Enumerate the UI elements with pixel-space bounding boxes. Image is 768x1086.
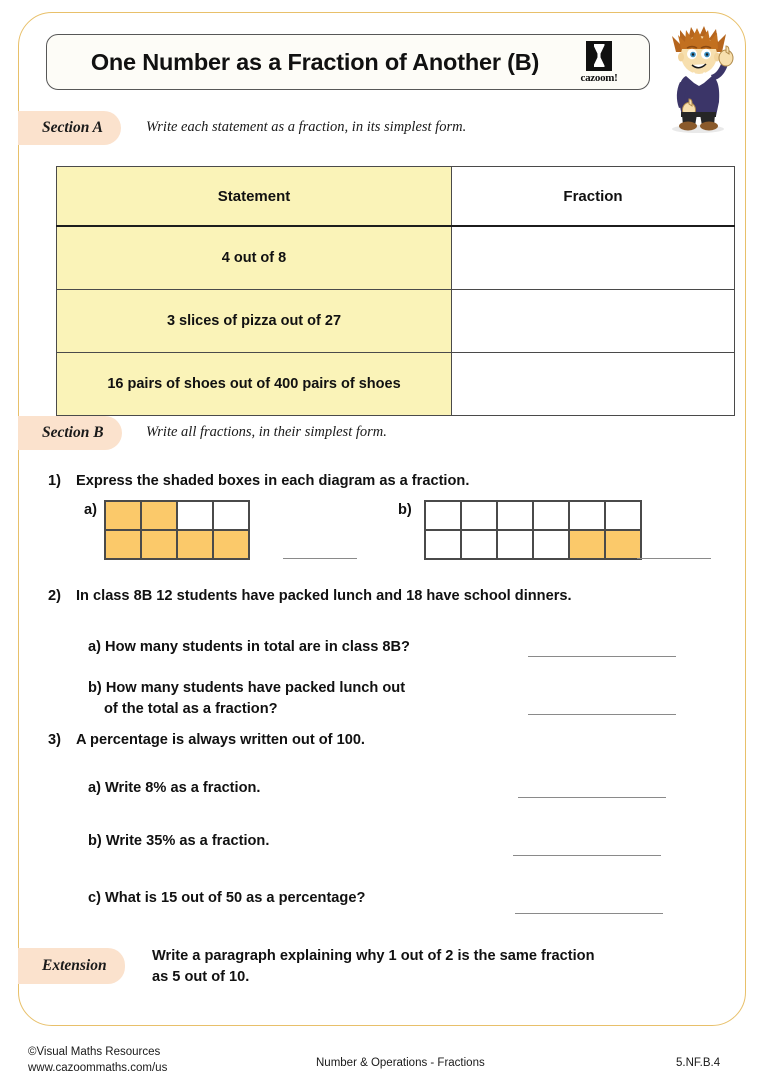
answer-line-2a[interactable]: [528, 656, 676, 657]
statement-cell-3: 16 pairs of shoes out of 400 pairs of shoes: [57, 353, 452, 416]
footer-url[interactable]: www.cazoommaths.com/us: [28, 1062, 168, 1074]
extension-text-line1: Write a paragraph explaining why 1 out of 2 is the same fraction: [152, 948, 595, 964]
footer-standard-code: 5.NF.B.4: [676, 1057, 721, 1069]
question-1b-label: b): [398, 502, 412, 518]
question-2b-text-line2: of the total as a fraction?: [104, 701, 278, 717]
fraction-answer-cell-2[interactable]: [452, 290, 735, 353]
question-3a-text: a) Write 8% as a fraction.: [88, 780, 261, 796]
question-2b-text: b) How many students have packed lunch out: [88, 680, 406, 696]
table-row: [57, 290, 735, 353]
section-b-instruction: Write all fractions, in their simplest form.: [146, 424, 387, 440]
question-3b-text: b) Write 35% as a fraction.: [88, 833, 270, 849]
grid-cell-empty: [497, 530, 533, 559]
question-2a-text: a) How many students in total are in class 8B?: [88, 639, 410, 655]
answer-line-2b[interactable]: [528, 714, 676, 715]
grid-cell-empty: [605, 501, 641, 530]
question-2-text: In class 8B 12 students have packed lunch and 18 have school dinners.: [76, 588, 572, 604]
grid-cell-empty: [533, 530, 569, 559]
question-1-number: 1): [48, 473, 61, 489]
section-b-label-text: Section B: [42, 424, 104, 441]
question-3c-text: c) What is 15 out of 50 as a percentage?: [88, 890, 366, 906]
answer-line-1b[interactable]: [637, 558, 711, 559]
fraction-grid-a: [104, 500, 250, 560]
extension-label-text: Extension: [42, 957, 107, 974]
extension-text-line2: as 5 out of 10.: [152, 969, 250, 985]
grid-cell-shaded: [105, 530, 141, 559]
cazoom-boy-mascot-icon: [658, 22, 740, 134]
grid-cell-shaded: [177, 530, 213, 559]
cazoom-logo: [557, 41, 649, 84]
grid-cell-shaded: [569, 530, 605, 559]
footer-topic: Number & Operations - Fractions: [316, 1057, 485, 1069]
section-a-label: [18, 111, 121, 145]
question-3-number: 3): [48, 732, 61, 748]
answer-line-3a[interactable]: [518, 797, 666, 798]
grid-cell-empty: [425, 501, 461, 530]
grid-cell-empty: [213, 501, 249, 530]
section-a-instruction: Write each statement as a fraction, in its simplest form.: [146, 119, 467, 135]
table-row: [57, 226, 735, 290]
grid-cell-empty: [533, 501, 569, 530]
grid-cell-empty: [461, 501, 497, 530]
grid-cell-shaded: [141, 530, 177, 559]
question-1a-label: a): [84, 502, 97, 518]
table-row: [57, 353, 735, 416]
grid-cell-shaded: [141, 501, 177, 530]
cazoom-wordmark: cazoom!: [580, 71, 618, 84]
table-header-row: [57, 167, 735, 227]
table-header-fraction: Fraction: [452, 167, 735, 227]
grid-cell-empty: [177, 501, 213, 530]
section-a-label-text: Section A: [42, 119, 104, 136]
section-b-label: [18, 416, 122, 450]
grid-cell-empty: [461, 530, 497, 559]
hourglass-glyph: [594, 44, 605, 67]
statement-cell-2: 3 slices of pizza out of 27: [57, 290, 452, 353]
footer-copyright: ©Visual Maths Resources: [28, 1046, 161, 1058]
grid-cell-empty: [569, 501, 605, 530]
worksheet-title-box: [46, 34, 650, 90]
question-2-number: 2): [48, 588, 61, 604]
answer-line-3b[interactable]: [513, 855, 661, 856]
table-header-statement: Statement: [57, 167, 452, 227]
question-1-text: Express the shaded boxes in each diagram as a fraction.: [76, 473, 470, 489]
statement-fraction-table: [56, 166, 735, 416]
statement-cell-1: 4 out of 8: [57, 226, 452, 290]
grid-cell-shaded: [213, 530, 249, 559]
answer-line-3c[interactable]: [515, 913, 663, 914]
grid-cell-shaded: [105, 501, 141, 530]
cazoom-logo-icon: [586, 41, 612, 71]
answer-line-1a[interactable]: [283, 558, 357, 559]
grid-cell-empty: [425, 530, 461, 559]
page-title: One Number as a Fraction of Another (B): [90, 48, 540, 75]
extension-label: [18, 948, 125, 984]
grid-cell-empty: [497, 501, 533, 530]
fraction-answer-cell-1[interactable]: [452, 226, 735, 290]
fraction-answer-cell-3[interactable]: [452, 353, 735, 416]
question-3-text: A percentage is always written out of 100.: [76, 732, 365, 748]
grid-cell-shaded: [605, 530, 641, 559]
fraction-grid-b: [424, 500, 642, 560]
